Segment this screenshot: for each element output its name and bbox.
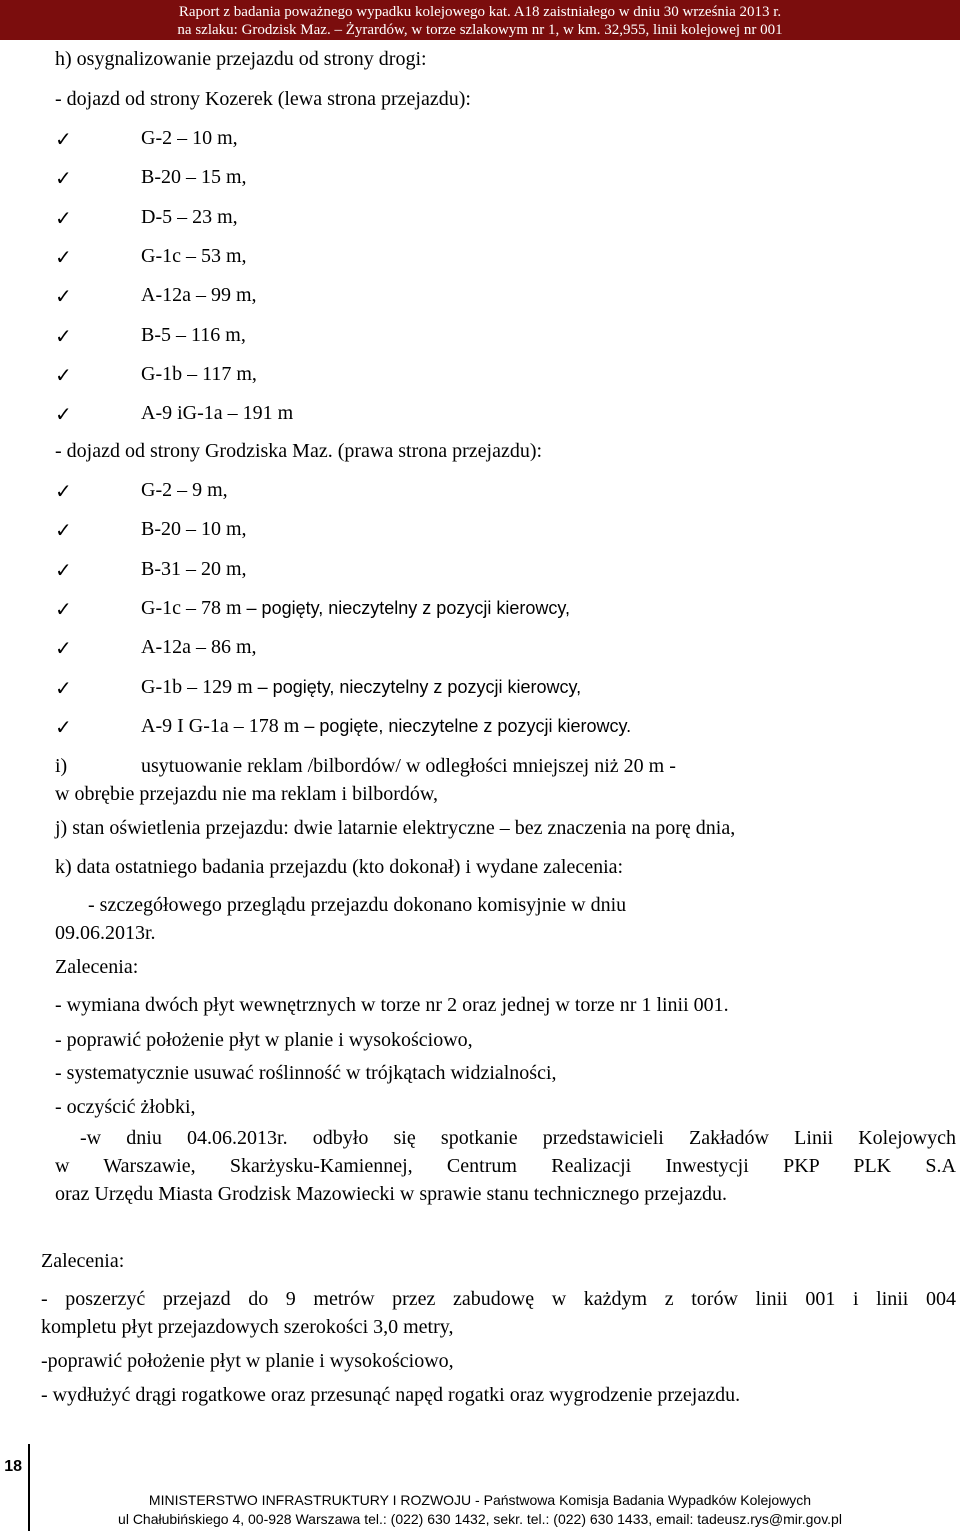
right-sign-item-label: A-12a – 86 m, (141, 636, 257, 659)
right-sign-item (141, 636, 257, 659)
check-icon: ✓ (55, 402, 72, 427)
left-sign-item-label: B-5 – 116 m, (141, 323, 246, 346)
left-sign-item-label: G-1b – 117 m, (141, 362, 257, 385)
check-icon: ✓ (55, 362, 72, 387)
meeting-line-2: w Warszawie, Skarżysku-Kamiennej, Centrum Realizacji Inwestycji PKP PLK S.A (55, 1155, 956, 1177)
right-sign-item-note: – pogięty, nieczytelny z pozycji kierowcy, (246, 597, 571, 618)
left-sign-item-label: A-9 iG-1a – 191 m (141, 402, 294, 425)
left-sign-item (141, 127, 238, 150)
footer-line-2: ul Chałubińskiego 4, 00-928 Warszawa tel.: (022) 630 1432, sekr. tel.: (022) 630 1433, email: tadeusz.rys@mir.gov.pl (118, 1511, 842, 1527)
right-sign-item-label: B-31 – 20 m, (141, 557, 247, 580)
left-sign-item-label: G-1c – 53 m, (141, 244, 247, 267)
check-icon: ✓ (55, 714, 72, 739)
right-approach-heading: - dojazd od strony Grodziska Maz. (prawa strona przejazdu): (55, 440, 543, 462)
left-sign-item-label: A-12a – 99 m, (141, 284, 257, 307)
section-k-line-1: - szczegółowego przeglądu przejazdu dokonano komisyjnie w dniu (88, 894, 627, 916)
check-icon: ✓ (55, 205, 72, 230)
report-header (0, 0, 960, 40)
left-sign-item (141, 245, 247, 268)
right-sign-item (141, 518, 247, 541)
check-icon: ✓ (55, 596, 72, 621)
left-sign-item (141, 284, 257, 307)
section-h-title: h) osygnalizowanie przejazdu od strony drogi: (55, 48, 427, 70)
section-j: j) stan oświetlenia przejazdu: dwie latarnie elektryczne – bez znaczenia na porę dnia, (55, 817, 736, 839)
right-sign-item (141, 715, 631, 738)
zalecenia-heading-1: Zalecenia: (55, 956, 139, 978)
left-sign-item (141, 324, 246, 347)
meeting-line-1: -w dniu 04.06.2013r. odbyło się spotkanie przedstawicieli Zakładów Linii Kolejowych (80, 1127, 956, 1149)
right-sign-item (141, 479, 228, 502)
check-icon: ✓ (55, 675, 72, 700)
recommendation-3: - systematycznie usuwać roślinność w trójkątach widzialności, (55, 1062, 557, 1084)
recommendation-1: - wymiana dwóch płyt wewnętrznych w torze nr 2 oraz jednej w torze nr 1 linii 001. (55, 994, 729, 1016)
check-icon: ✓ (55, 284, 72, 309)
page-number: 18 (0, 1444, 30, 1531)
check-icon: ✓ (55, 518, 72, 543)
right-sign-item (141, 597, 570, 620)
right-sign-item-label: G-2 – 9 m, (141, 479, 228, 501)
left-approach-heading: - dojazd od strony Kozerek (lewa strona przejazdu): (55, 88, 471, 110)
section-k-line-2: 09.06.2013r. (55, 922, 156, 944)
final-rec-1a: - poszerzyć przejazd do 9 metrów przez zabudowę w każdym z torów linii 001 i linii 004 (41, 1288, 956, 1310)
section-i-label: i) (55, 755, 68, 777)
right-sign-item-label: G-1b – 129 m (141, 675, 253, 698)
final-rec-2: -poprawić położenie płyt w planie i wysokościowo, (41, 1350, 454, 1372)
check-icon: ✓ (55, 323, 72, 348)
right-sign-item (141, 558, 247, 581)
section-i-line-1: usytuowanie reklam /bilbordów/ w odległości mniejszej niż 20 m - (141, 755, 676, 777)
right-sign-item-label: G-1c – 78 m (141, 596, 242, 619)
right-sign-item-note: – pogięte, nieczytelne z pozycji kierowcy. (304, 715, 632, 736)
meeting-line-3: oraz Urzędu Miasta Grodzisk Mazowiecki w sprawie stanu technicznego przejazdu. (55, 1183, 727, 1205)
section-k-title: k) data ostatniego badania przejazdu (kto dokonał) i wydane zalecenia: (55, 856, 624, 878)
final-rec-1b: kompletu płyt przejazdowych szerokości 3,0 metry, (41, 1316, 454, 1338)
final-rec-3: - wydłużyć drągi rogatkowe oraz przesunąć napęd rogatki oraz wygrodzenie przejazdu. (41, 1384, 741, 1406)
zalecenia-heading-2: Zalecenia: (41, 1250, 125, 1272)
check-icon: ✓ (55, 479, 72, 503)
header-line-2: na szlaku: Grodzisk Maz. – Żyrardów, w torze szlakowym nr 1, w km. 32,955, linii kolejowej nr 001 (177, 22, 783, 38)
section-i-line-2: w obrębie przejazdu nie ma reklam i bilbordów, (55, 783, 439, 805)
left-sign-item (141, 166, 247, 189)
check-icon: ✓ (55, 557, 72, 582)
check-icon: ✓ (55, 166, 72, 191)
left-sign-item-label: B-20 – 15 m, (141, 166, 247, 189)
left-sign-item (141, 402, 293, 425)
right-sign-item-label: B-20 – 10 m, (141, 518, 247, 541)
right-sign-item (141, 676, 581, 699)
check-icon: ✓ (55, 636, 72, 661)
left-sign-item-label: D-5 – 23 m, (141, 205, 238, 228)
check-icon: ✓ (55, 244, 72, 269)
right-sign-item-label: A-9 I G-1a – 178 m (141, 714, 300, 737)
recommendation-4: - oczyścić żłobki, (55, 1096, 196, 1118)
footer-line-1: MINISTERSTWO INFRASTRUKTURY I ROZWOJU - Państwowa Komisja Badania Wypadków Kolejowych (148, 1492, 812, 1508)
recommendation-2: - poprawić położenie płyt w planie i wysokościowo, (55, 1029, 473, 1051)
left-sign-item (141, 363, 257, 386)
left-sign-item-label: G-2 – 10 m, (141, 127, 238, 149)
header-line-1: Raport z badania poważnego wypadku kolejowego kat. A18 zaistniałego w dniu 30 września 2013 r. (178, 4, 782, 20)
right-sign-item-note: – pogięty, nieczytelny z pozycji kierowcy, (257, 676, 582, 697)
left-sign-item (141, 206, 238, 229)
check-icon: ✓ (55, 127, 72, 151)
